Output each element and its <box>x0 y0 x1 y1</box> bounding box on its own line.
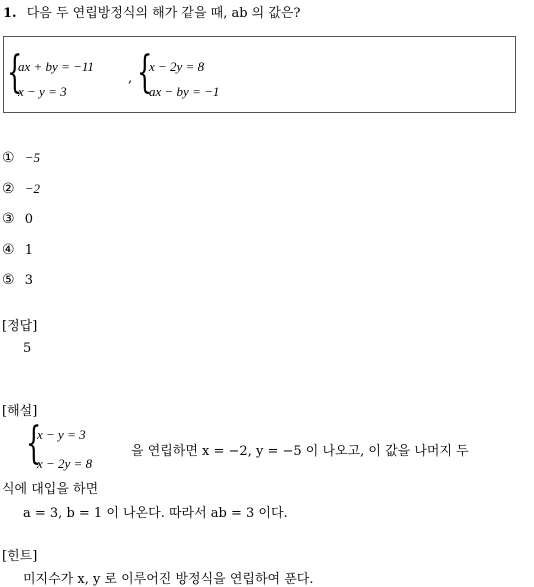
answer-value: 5 <box>23 341 32 356</box>
hint-text: 미지수가 x, y 로 이루어진 방정식을 연립하여 푼다. <box>23 572 314 587</box>
system-separator: , <box>128 71 133 86</box>
solution-sys-eq1: x − y = 3 <box>37 427 86 442</box>
choice-5-value: 3 <box>24 273 33 288</box>
solution-line-2: 식에 대입을 하면 <box>2 482 99 497</box>
choice-5-marker: ⑤ <box>2 272 15 288</box>
solution-brace: { <box>26 418 42 469</box>
choice-3[interactable] <box>2 211 33 227</box>
answer-label: [정답] <box>2 319 38 334</box>
choice-3-marker: ③ <box>2 211 15 227</box>
system-box <box>3 36 516 113</box>
choice-2[interactable] <box>2 181 40 197</box>
choice-1-value: −5 <box>24 150 40 165</box>
hint-label: [힌트] <box>2 549 38 564</box>
question-text: 다음 두 연립방정식의 해가 같을 때, ab 의 값은? <box>26 6 301 21</box>
solution-line-1: 을 연립하면 x = −2, y = −5 이 나오고, 이 값을 나머지 두 <box>131 444 469 459</box>
sys1-eq2: x − y = 3 <box>18 84 67 99</box>
choice-2-marker: ② <box>2 181 15 197</box>
choice-2-value: −2 <box>24 181 40 196</box>
choice-1[interactable] <box>2 150 40 166</box>
question-number: 1. <box>3 6 17 21</box>
left-brace-1: { <box>7 47 23 98</box>
choice-3-value: 0 <box>24 212 33 227</box>
left-brace-2: { <box>137 47 153 98</box>
choice-4[interactable] <box>2 242 33 258</box>
choice-5[interactable] <box>2 272 33 288</box>
question <box>3 2 300 21</box>
solution-sys-eq2: x − 2y = 8 <box>37 456 93 471</box>
sys1-eq1: ax + by = −11 <box>18 59 94 74</box>
solution-line-3: a = 3, b = 1 이 나온다. 따라서 ab = 3 이다. <box>23 506 288 521</box>
choice-1-marker: ① <box>2 150 15 166</box>
choice-4-value: 1 <box>24 243 33 258</box>
solution-label: [해설] <box>2 404 38 419</box>
sys2-eq2: ax − by = −1 <box>149 84 220 99</box>
sys2-eq1: x − 2y = 8 <box>149 59 205 74</box>
choice-4-marker: ④ <box>2 242 15 258</box>
